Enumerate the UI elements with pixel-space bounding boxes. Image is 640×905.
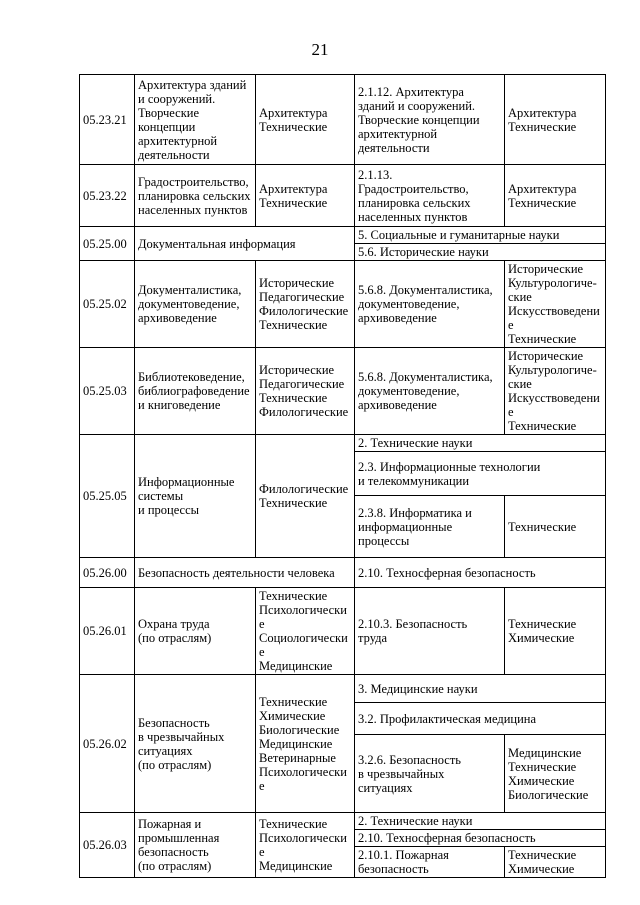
specialty-name: Пожарная и промышленная безопасность (по отраслям) [135,813,256,878]
science-group: 2. Технические науки [355,435,606,452]
new-science-branches: Технические [505,496,606,558]
table-row [80,348,606,435]
new-specialty-name: 2.10.1. Пожарная безопасность [355,847,505,878]
specialty-code: 05.23.21 [80,75,135,165]
page-number: 21 [311,40,329,59]
specialty-code: 05.26.01 [80,588,135,675]
new-science-branches: Медицинские Технические Химические Биологические [505,735,606,813]
specialty-name: Архитектура зданий и сооружений. Творческие концепции архитектурной деятельности [135,75,256,165]
table-row [80,435,606,452]
new-specialty-name: 5.6.8. Документалистика, документоведение, архивоведение [355,261,505,348]
specialty-name: Охрана труда (по отраслям) [135,588,256,675]
group-code: 05.25.00 [80,227,135,261]
new-specialty-name: 2.3.8. Информатика и информационные процессы [355,496,505,558]
group-code: 05.26.00 [80,558,135,588]
specialty-code: 05.25.02 [80,261,135,348]
group-name: Безопасность деятельности человека [135,558,355,588]
specialties-correspondence-table [79,74,606,878]
science-group: 3. Медицинские науки [355,675,606,703]
science-subgroup: 2.10. Техносферная безопасность [355,830,606,847]
new-science-branches: Исторические Культурологиче- ские Искусствоведение Технические [505,348,606,435]
science-branches: Технические Психологические Социологические Медицинские [256,588,355,675]
table-row [80,261,606,348]
science-group: 5. Социальные и гуманитарные науки [355,227,606,244]
specialty-name: Безопасность в чрезвычайных ситуациях (по отраслям) [135,675,256,813]
science-subgroup: 2.10. Техносферная безопасность [355,558,606,588]
science-subgroup: 5.6. Исторические науки [355,244,606,261]
specialty-name: Информационные системы и процессы [135,435,256,558]
new-science-branches: Исторические Культурологиче- ские Искусствоведение Технические [505,261,606,348]
science-branches: Филологические Технические [256,435,355,558]
new-specialty-name: 5.6.8. Документалистика, документоведение, архивоведение [355,348,505,435]
new-specialty-name: 2.1.13. Градостроительство, планировка сельских населенных пунктов [355,165,505,227]
science-branches: Архитектура Технические [256,165,355,227]
group-name: Документальная информация [135,227,355,261]
specialty-code: 05.25.03 [80,348,135,435]
table-row [80,75,606,165]
new-science-branches: Архитектура Технические [505,165,606,227]
table-row [80,558,606,588]
science-branches: Архитектура Технические [256,75,355,165]
science-branches: Технические Психологические Медицинские [256,813,355,878]
new-specialty-name: 2.10.3. Безопасность труда [355,588,505,675]
table-row [80,165,606,227]
specialty-code: 05.23.22 [80,165,135,227]
specialty-code: 05.25.05 [80,435,135,558]
specialty-code: 05.26.03 [80,813,135,878]
table-row [80,813,606,830]
specialty-name: Библиотековедение, библиографоведение и книговедение [135,348,256,435]
table-row [80,227,606,244]
science-branches: Исторические Педагогические Филологические Технические [256,261,355,348]
science-group: 2. Технические науки [355,813,606,830]
specialty-name: Градостроительство, планировка сельских населенных пунктов [135,165,256,227]
table-row [80,675,606,703]
new-science-branches: Технические Химические [505,588,606,675]
science-subgroup: 2.3. Информационные технологии и телекоммуникации [355,452,606,496]
table-row [80,588,606,675]
science-branches: Технические Химические Биологические Медицинские Ветеринарные Психологические [256,675,355,813]
new-science-branches: Технические Химические [505,847,606,878]
specialty-code: 05.26.02 [80,675,135,813]
new-specialty-name: 2.1.12. Архитектура зданий и сооружений. Творческие концепции архитектурной деятельности [355,75,505,165]
science-subgroup: 3.2. Профилактическая медицина [355,703,606,735]
science-branches: Исторические Педагогические Технические Филологические [256,348,355,435]
specialty-name: Документалистика, документоведение, архивоведение [135,261,256,348]
new-science-branches: Архитектура Технические [505,75,606,165]
new-specialty-name: 3.2.6. Безопасность в чрезвычайных ситуациях [355,735,505,813]
